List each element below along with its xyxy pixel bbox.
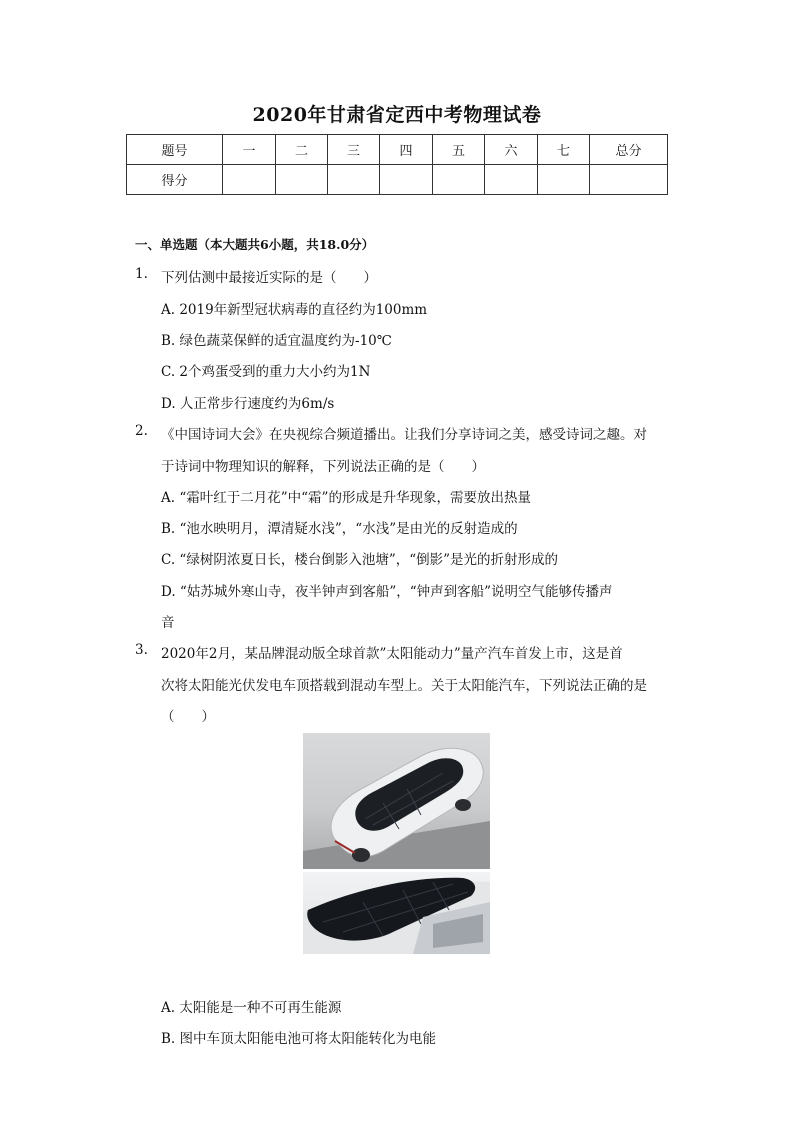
score-cell [223,165,276,195]
score-cell [380,165,433,195]
score-header-cell: 一 [223,135,276,165]
question-stem: 2020年2月，某品牌混动版全球首款”太阳能动力”量产汽车首发上市，这是首 [161,646,623,662]
score-cell [433,165,485,195]
score-header-cell: 三 [328,135,380,165]
page-title: 2020年甘肃省定西中考物理试卷 [252,104,542,126]
score-cell [328,165,380,195]
question-option: C. 2个鸡蛋受到的重力大小约为1N [161,364,371,380]
score-row-label: 得分 [127,165,223,195]
score-cell [590,165,668,195]
score-header-cell: 五 [433,135,485,165]
score-header-cell: 二 [276,135,328,165]
question-option: D. 人正常步行速度约为6m/s [161,396,335,412]
score-header-cell: 四 [380,135,433,165]
question-option: B. 图中车顶太阳能电池可将太阳能转化为电能 [161,1031,437,1047]
question-stem: 《中国诗词大会》在央视综合频道播出。让我们分享诗词之美，感受诗词之趣。对 [161,427,647,443]
score-table-header-row [127,135,668,165]
score-cell [485,165,538,195]
question-option: B. 绿色蔬菜保鲜的适宜温度约为-10℃ [161,333,392,349]
question-option: C. “绿树阴浓夏日长，楼台倒影入池塘”，“倒影”是光的折射形成的 [161,552,559,568]
question-option: A. “霜叶红于二月花”中“霜”的形成是升华现象，需要放出热量 [161,490,531,506]
score-table-score-row [127,165,668,195]
question-option: A. 2019年新型冠状病毒的直径约为100mm [161,302,428,318]
question-stem: 于诗词中物理知识的解释，下列说法正确的是（ ） [161,459,485,475]
question-option: A. 太阳能是一种不可再生能源 [161,1000,342,1016]
question-stem: 次将太阳能光伏发电车顶搭载到混动车型上。关于太阳能汽车，下列说法正确的是 [161,678,647,694]
score-table [126,134,668,195]
score-header-cell: 题号 [127,135,223,165]
score-header-cell: 六 [485,135,538,165]
solar-roof-photo [303,872,490,954]
question-option: B. “池水映明月，潭清疑水浅”，“水浅”是由光的反射造成的 [161,521,518,537]
score-header-cell: 七 [538,135,590,165]
question-number: 3. [135,642,148,658]
question-number: 2. [135,423,148,439]
score-cell [276,165,328,195]
question-number: 1. [135,266,148,282]
section-heading: 一、单选题（本大题共6小题，共18.0分） [135,237,375,252]
question-stem: （ ） [161,709,215,725]
question-option: D. “姑苏城外寒山寺，夜半钟声到客船”，“钟声到客船”说明空气能够传播声 [161,584,613,600]
question-option-continued: 音 [161,615,175,631]
solar-car-photo [303,733,490,869]
score-header-cell: 总分 [590,135,668,165]
score-cell [538,165,590,195]
question-stem: 下列估测中最接近实际的是（ ） [161,270,377,286]
